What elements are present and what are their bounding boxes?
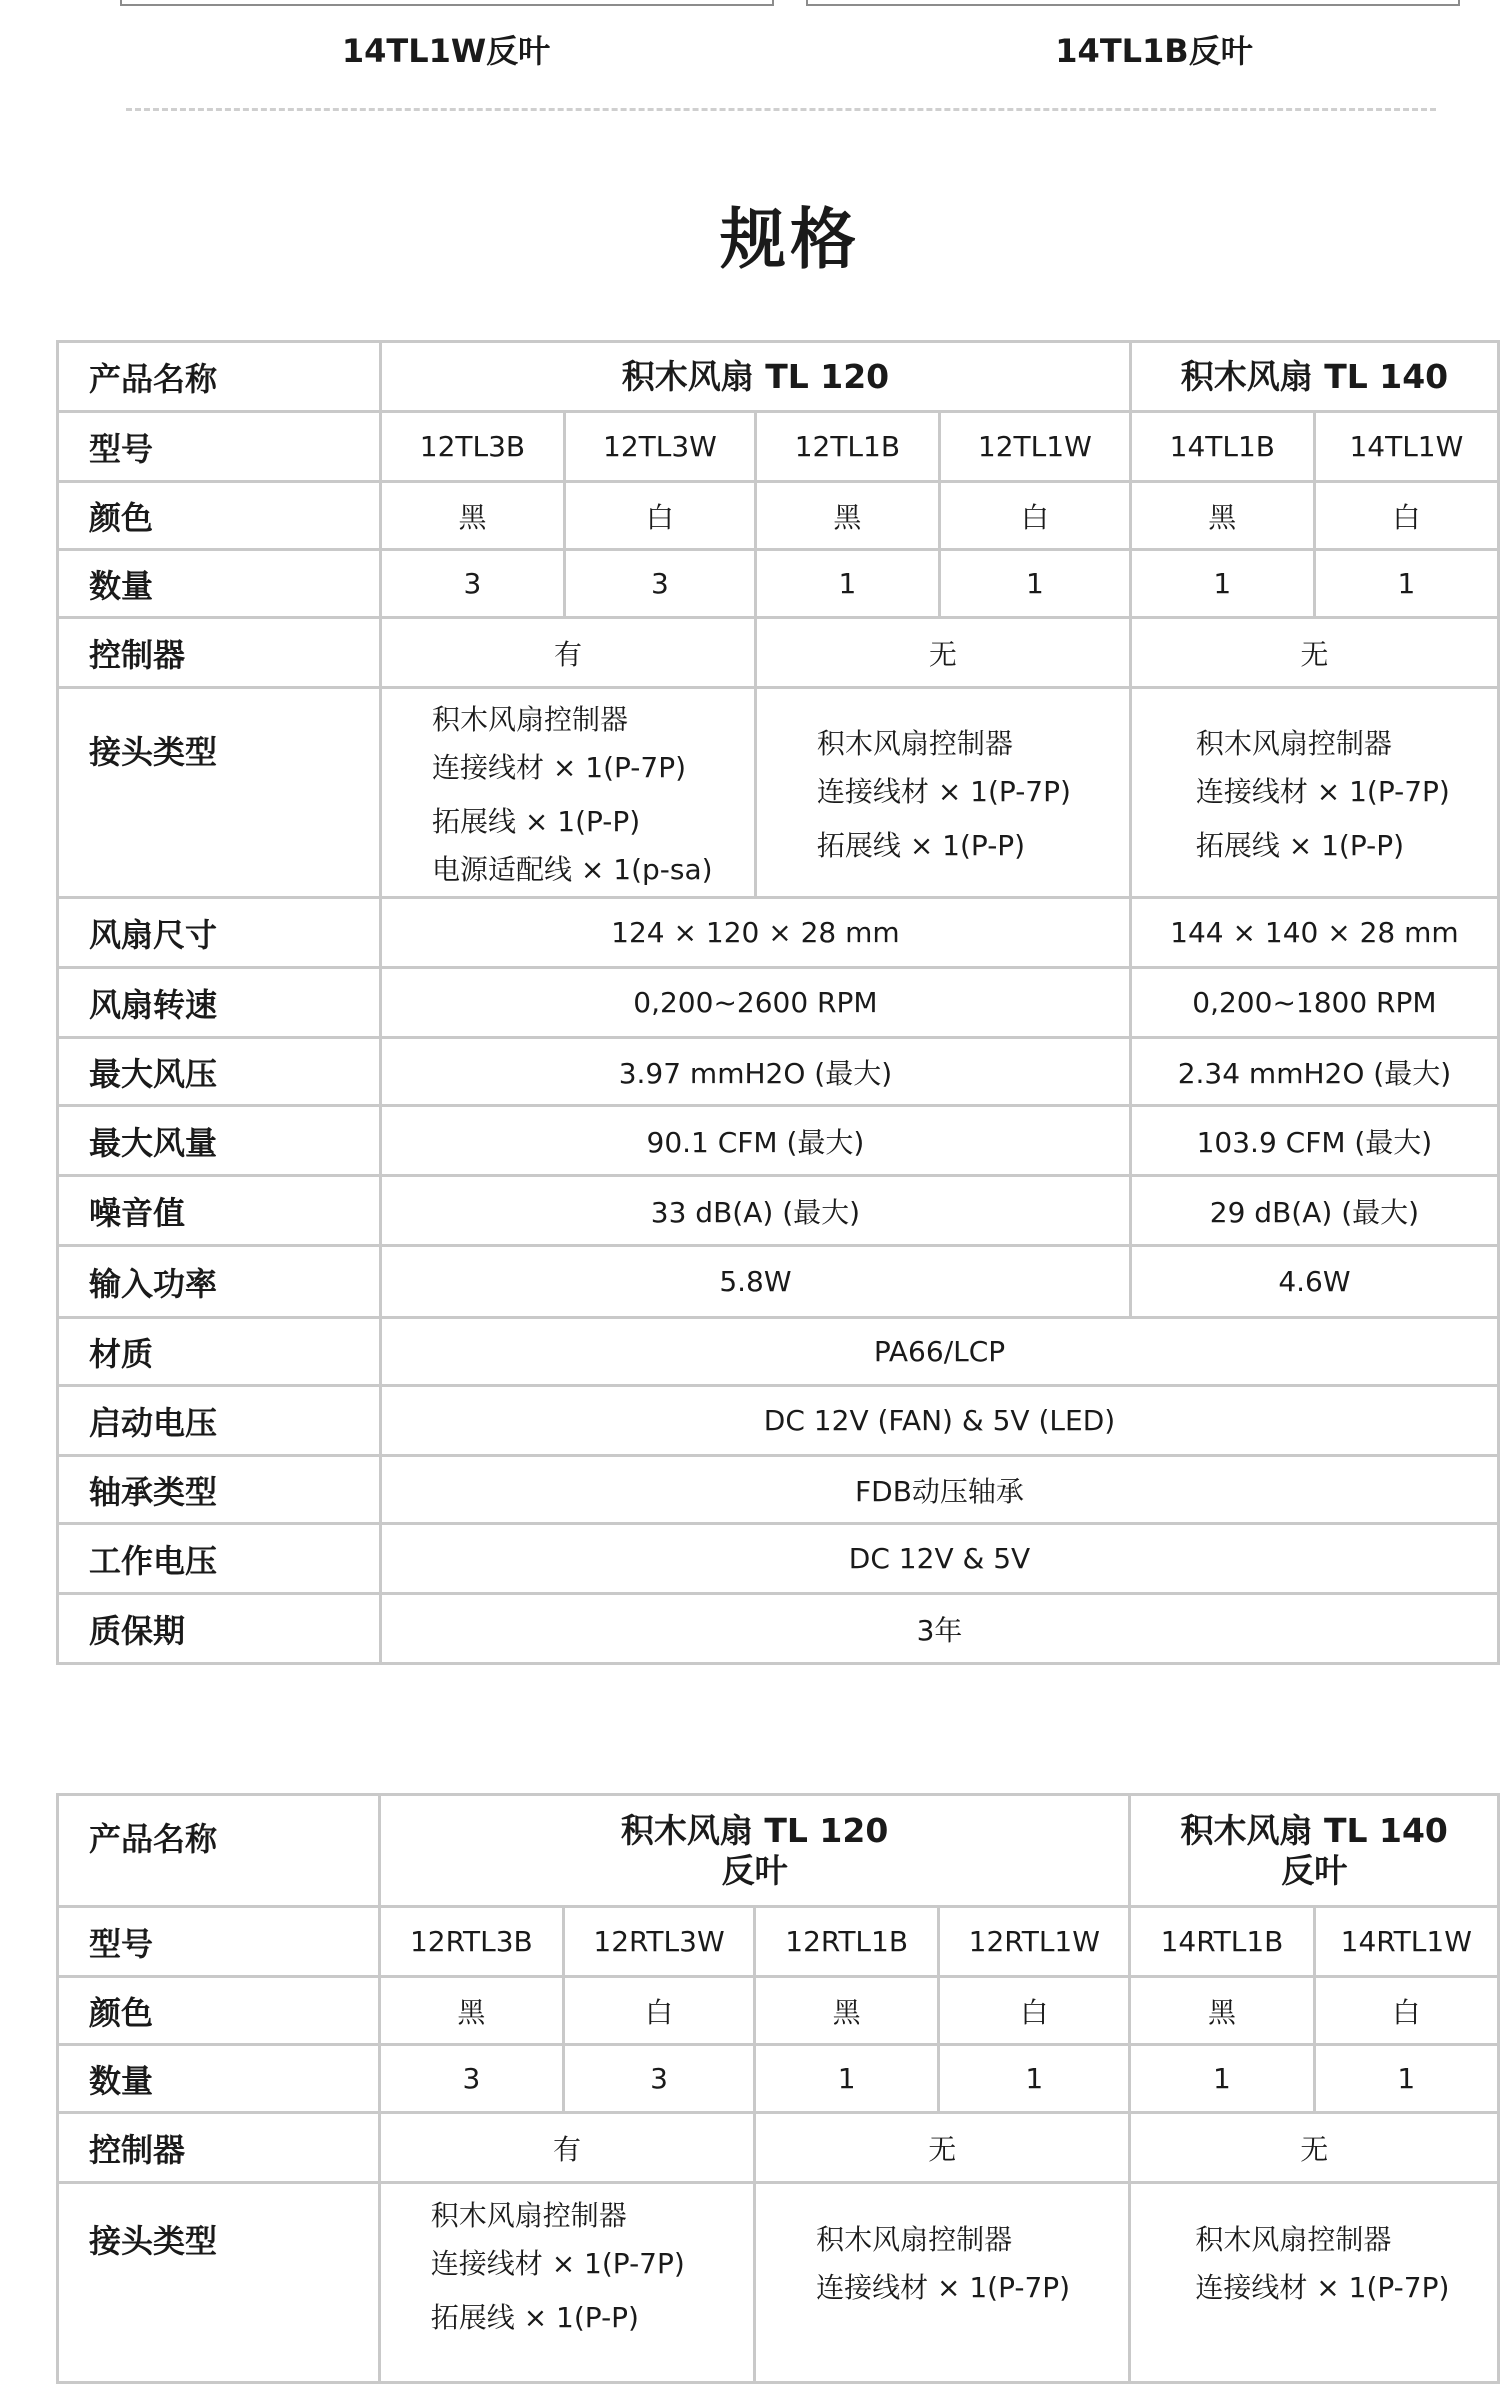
product-name-tl120: 积木风扇 TL 120 [381, 342, 1131, 412]
table-row [58, 342, 1499, 412]
qty-cell: 1 [755, 550, 939, 618]
row-label-start-voltage: 启动电压 [58, 1386, 381, 1456]
noise-cell: 33 dB(A) (最大) [381, 1176, 1131, 1246]
row-label-qty: 数量 [58, 2045, 380, 2113]
connector-cell [1130, 2183, 1499, 2383]
qty-cell: 1 [1130, 550, 1314, 618]
color-cell: 白 [939, 482, 1130, 550]
model-cell: 14TL1B [1130, 412, 1314, 482]
row-label-product: 产品名称 [58, 1795, 380, 1907]
color-cell: 白 [1314, 482, 1498, 550]
product-name-tl140: 积木风扇 TL 140 [1130, 342, 1498, 412]
pressure-cell: 2.34 mmH2O (最大) [1130, 1038, 1498, 1106]
row-label-work-voltage: 工作电压 [58, 1524, 381, 1594]
power-cell: 4.6W [1130, 1246, 1498, 1318]
qty-cell: 1 [755, 2045, 939, 2113]
row-label-size: 风扇尺寸 [58, 898, 381, 968]
row-label-bearing: 轴承类型 [58, 1456, 381, 1524]
controller-cell: 有 [379, 2113, 754, 2183]
airflow-cell: 103.9 CFM (最大) [1130, 1106, 1498, 1176]
color-cell: 白 [939, 1977, 1130, 2045]
connector-cell [381, 688, 756, 898]
connector-line: 拓展线 × 1(P-P) [816, 828, 1026, 862]
row-label-connector: 接头类型 [58, 2183, 380, 2383]
connector-line: 连接线材 × 1(P-7P) [430, 2247, 685, 2280]
row-label-power: 输入功率 [58, 1246, 381, 1318]
connector-line: 连接线材 × 1(P-7P) [816, 774, 1071, 808]
table-row [58, 618, 1499, 688]
connector-cell [379, 2183, 754, 2383]
connector-line: 连接线材 × 1(P-7P) [1195, 774, 1450, 808]
noise-cell: 29 dB(A) (最大) [1130, 1176, 1498, 1246]
table-row [58, 1594, 1499, 1664]
model-cell: 12RTL3W [563, 1907, 754, 1977]
section-title: 规格 [720, 201, 860, 278]
color-cell: 黑 [379, 1977, 563, 2045]
row-label-model: 型号 [58, 412, 381, 482]
row-label-warranty: 质保期 [58, 1594, 381, 1664]
product-name-line: 反叶 [1281, 1850, 1348, 1890]
connector-line: 积木风扇控制器 [816, 726, 1013, 760]
row-label-speed: 风扇转速 [58, 968, 381, 1038]
connector-line: 积木风扇控制器 [816, 2223, 1013, 2256]
connector-line: 拓展线 × 1(P-P) [432, 804, 641, 838]
color-cell: 白 [563, 1977, 754, 2045]
model-cell: 14RTL1W [1314, 1907, 1498, 1977]
table-row [58, 1386, 1499, 1456]
row-label-product: 产品名称 [58, 342, 381, 412]
model-cell: 12RTL1B [755, 1907, 939, 1977]
warranty-cell: 3年 [381, 1594, 1499, 1664]
model-cell: 12RTL1W [939, 1907, 1130, 1977]
table-row [58, 2045, 1499, 2113]
table-row [58, 2183, 1499, 2383]
row-label-noise: 噪音值 [58, 1176, 381, 1246]
row-label-pressure: 最大风压 [58, 1038, 381, 1106]
row-label-controller: 控制器 [58, 2113, 380, 2183]
material-cell: PA66/LCP [381, 1318, 1499, 1386]
qty-cell: 1 [1130, 2045, 1314, 2113]
speed-cell: 0,200~1800 RPM [1130, 968, 1498, 1038]
row-label-color: 颜色 [58, 482, 381, 550]
controller-cell: 无 [755, 618, 1130, 688]
qty-cell: 3 [564, 550, 755, 618]
connector-line: 积木风扇控制器 [432, 702, 629, 736]
dashed-divider [126, 108, 1436, 111]
connector-cell [755, 2183, 1130, 2383]
table-row [58, 412, 1499, 482]
model-cell: 12TL3B [381, 412, 565, 482]
start-voltage-cell: DC 12V (FAN) & 5V (LED) [381, 1386, 1499, 1456]
color-cell: 黑 [381, 482, 565, 550]
bearing-cell: FDB动压轴承 [381, 1456, 1499, 1524]
product-name-line: 反叶 [721, 1850, 788, 1890]
connector-line: 拓展线 × 1(P-P) [430, 2301, 639, 2334]
size-cell: 124 × 120 × 28 mm [381, 898, 1131, 968]
color-cell: 白 [1314, 1977, 1498, 2045]
row-label-model: 型号 [58, 1907, 380, 1977]
speed-cell: 0,200~2600 RPM [381, 968, 1131, 1038]
table-row [58, 550, 1499, 618]
qty-cell: 1 [939, 550, 1130, 618]
qty-cell: 3 [379, 2045, 563, 2113]
connector-line: 连接线材 × 1(P-7P) [432, 750, 686, 784]
connector-line: 积木风扇控制器 [430, 2199, 627, 2232]
table-row [58, 482, 1499, 550]
work-voltage-cell: DC 12V & 5V [381, 1524, 1499, 1594]
table-row [58, 1318, 1499, 1386]
connector-cell [755, 688, 1130, 898]
qty-cell: 1 [1314, 550, 1498, 618]
model-cell: 12TL1W [939, 412, 1130, 482]
row-label-airflow: 最大风量 [58, 1106, 381, 1176]
qty-cell: 1 [939, 2045, 1130, 2113]
table-row [58, 1246, 1499, 1318]
table-row [58, 1106, 1499, 1176]
row-label-color: 颜色 [58, 1977, 380, 2045]
table-row [58, 1456, 1499, 1524]
product-image-frame-left [120, 0, 774, 6]
product-name-tl140-reverse [1130, 1795, 1499, 1907]
table-row [58, 1524, 1499, 1594]
color-cell: 黑 [1130, 482, 1314, 550]
model-cell: 12TL1B [755, 412, 939, 482]
row-label-connector: 接头类型 [58, 688, 381, 898]
qty-cell: 3 [381, 550, 565, 618]
color-cell: 黑 [755, 1977, 939, 2045]
connector-line: 连接线材 × 1(P-7P) [816, 2271, 1071, 2304]
row-label-material: 材质 [58, 1318, 381, 1386]
table-row [58, 1176, 1499, 1246]
row-label-controller: 控制器 [58, 618, 381, 688]
model-cell: 14RTL1B [1130, 1907, 1314, 1977]
model-cell: 12RTL3B [379, 1907, 563, 1977]
table-row [58, 688, 1499, 898]
spec-table-standard [56, 340, 1500, 1665]
table-row [58, 1038, 1499, 1106]
color-cell: 黑 [1130, 1977, 1314, 2045]
product-name-line: 积木风扇 TL 120 [620, 1810, 889, 1850]
product-name-line: 积木风扇 TL 140 [1180, 1810, 1448, 1850]
connector-line: 积木风扇控制器 [1195, 726, 1392, 760]
power-cell: 5.8W [381, 1246, 1131, 1318]
product-name-tl120-reverse [379, 1795, 1130, 1907]
color-cell: 黑 [755, 482, 939, 550]
table-row [58, 1977, 1499, 2045]
controller-cell: 无 [1130, 618, 1498, 688]
model-cell: 12TL3W [564, 412, 755, 482]
table-row [58, 898, 1499, 968]
table-row [58, 1795, 1499, 1907]
model-cell: 14TL1W [1314, 412, 1498, 482]
connector-cell [1130, 688, 1498, 898]
product-image-frame-right [806, 0, 1460, 6]
row-label-qty: 数量 [58, 550, 381, 618]
connector-line: 连接线材 × 1(P-7P) [1195, 2271, 1450, 2304]
image-caption-left: 14TL1W反叶 [341, 32, 551, 70]
connector-line: 拓展线 × 1(P-P) [1195, 828, 1405, 862]
controller-cell: 无 [755, 2113, 1130, 2183]
airflow-cell: 90.1 CFM (最大) [381, 1106, 1131, 1176]
controller-cell: 无 [1130, 2113, 1499, 2183]
pressure-cell: 3.97 mmH2O (最大) [381, 1038, 1131, 1106]
table-row [58, 968, 1499, 1038]
qty-cell: 1 [1314, 2045, 1498, 2113]
connector-line: 积木风扇控制器 [1195, 2223, 1392, 2256]
table-row [58, 1907, 1499, 1977]
connector-line: 电源适配线 × 1(p-sa) [432, 852, 713, 886]
image-caption-right: 14TL1B反叶 [1055, 32, 1253, 70]
spec-table-reverse [56, 1793, 1500, 2384]
table-row [58, 2113, 1499, 2183]
qty-cell: 3 [563, 2045, 754, 2113]
size-cell: 144 × 140 × 28 mm [1130, 898, 1498, 968]
color-cell: 白 [564, 482, 755, 550]
controller-cell: 有 [381, 618, 756, 688]
